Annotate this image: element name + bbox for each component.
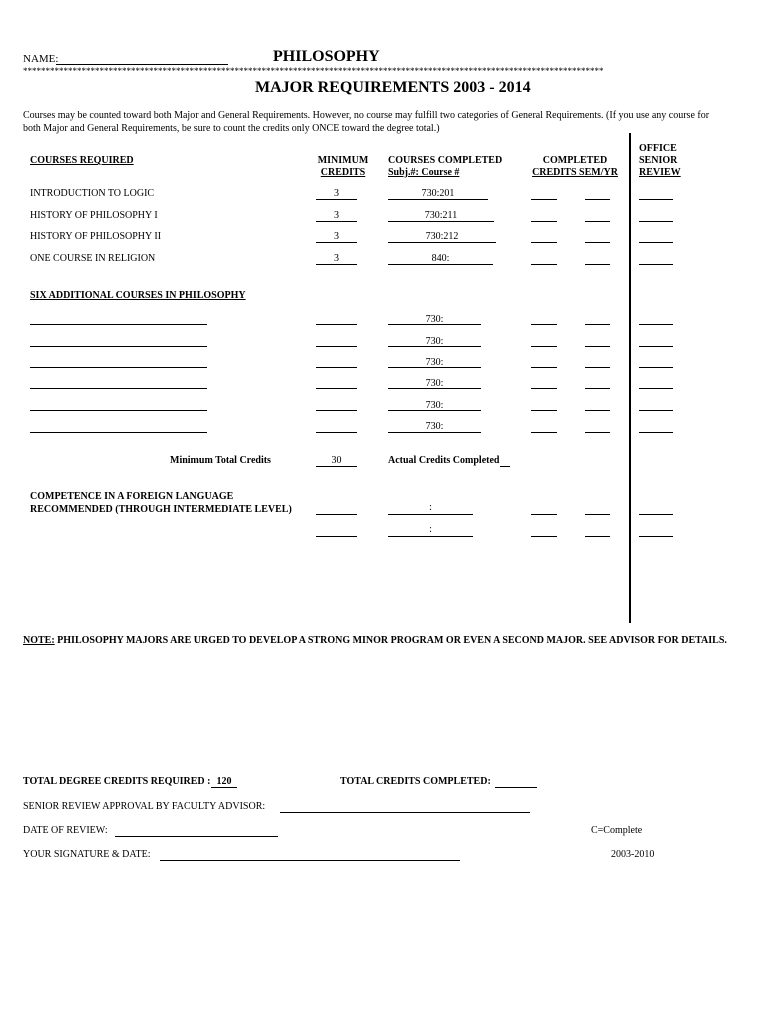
course-code: 730:	[425, 314, 444, 325]
course-code: 730:	[425, 378, 444, 389]
credits-field[interactable]	[531, 199, 557, 200]
course-name-field[interactable]	[30, 388, 207, 389]
completed-credits-field[interactable]	[531, 410, 557, 411]
course-completed-field[interactable]	[388, 536, 473, 537]
total-degree-credits-label: TOTAL DEGREE CREDITS REQUIRED :	[23, 776, 211, 787]
course-name: HISTORY OF PHILOSOPHY II	[30, 231, 162, 242]
course-code: 730:211	[424, 210, 458, 221]
completed-credits-field[interactable]	[531, 388, 557, 389]
note	[23, 635, 727, 646]
sem-yr-field[interactable]	[585, 367, 610, 368]
course-name-field[interactable]	[30, 410, 207, 411]
course-code: 840:	[431, 253, 450, 264]
course-code: 730:212	[425, 231, 459, 242]
min-credits-underline	[316, 242, 357, 243]
course-completed-field[interactable]	[388, 346, 481, 347]
header-courses-required: COURSES REQUIRED	[30, 155, 134, 166]
complete-legend: C=Complete	[591, 825, 643, 836]
intro-line-1: Courses may be counted toward both Major and General Requirements. However, no course may fulfill two categories of General Requirements. (If you use any course for	[23, 110, 710, 121]
min-total-credits-value: 30	[331, 455, 342, 466]
office-review-field[interactable]	[639, 514, 673, 515]
office-review-field[interactable]	[639, 324, 673, 325]
credits-field[interactable]	[316, 367, 357, 368]
name-field[interactable]	[56, 64, 228, 65]
credits-field[interactable]	[531, 264, 557, 265]
date-of-review-field[interactable]	[115, 836, 278, 837]
office-review-field[interactable]	[639, 346, 673, 347]
header-completed: COMPLETED	[542, 155, 608, 166]
actual-credits-field[interactable]	[500, 466, 510, 467]
course-code: 730:	[425, 421, 444, 432]
course-name: HISTORY OF PHILOSOPHY I	[30, 210, 158, 221]
language-line-1: COMPETENCE IN A FOREIGN LANGUAGE	[30, 491, 234, 502]
sem-yr-field[interactable]	[585, 199, 610, 200]
completed-credits-field[interactable]	[531, 536, 557, 537]
office-review-field[interactable]	[639, 410, 673, 411]
min-credits: 3	[334, 231, 339, 242]
min-credits-underline	[316, 199, 357, 200]
actual-credits-label: Actual Credits Completed	[388, 455, 500, 466]
course-completed-field[interactable]	[388, 324, 481, 325]
sem-yr-field[interactable]	[585, 514, 610, 515]
completed-credits-field[interactable]	[531, 324, 557, 325]
course-completed-field[interactable]	[388, 410, 481, 411]
credits-field[interactable]	[316, 432, 357, 433]
course-name-field[interactable]	[30, 346, 207, 347]
sem-yr-field[interactable]	[585, 432, 610, 433]
course-completed-field[interactable]	[388, 514, 473, 515]
total-credits-completed-field[interactable]	[495, 787, 537, 788]
course-code: 730:201	[421, 188, 455, 199]
page-title: MAJOR REQUIREMENTS 2003 - 2014	[255, 79, 531, 96]
min-credits-underline	[316, 264, 357, 265]
course-name: ONE COURSE IN RELIGION	[30, 253, 156, 264]
intro-line-2: both Major and General Requirements, be sure to count the credits only ONCE toward the degree total.)	[23, 123, 440, 134]
note-text: PHILOSOPHY MAJORS ARE URGED TO DEVELOP A STRONG MINOR PROGRAM OR EVEN A SECOND MAJOR. SEE ADVISOR FOR DETAILS.	[54, 635, 727, 646]
course-code: 730:	[425, 336, 444, 347]
total-degree-underline	[211, 787, 237, 788]
min-credits: 3	[334, 188, 339, 199]
course-code: 730:	[425, 357, 444, 368]
completed-credits-field[interactable]	[531, 432, 557, 433]
course-name-field[interactable]	[30, 324, 207, 325]
credits-field[interactable]	[316, 388, 357, 389]
office-column-divider	[629, 133, 631, 623]
language-line-2: RECOMMENDED (THROUGH INTERMEDIATE LEVEL)	[30, 504, 292, 515]
completed-credits-field[interactable]	[531, 514, 557, 515]
office-review-field[interactable]	[639, 242, 673, 243]
additional-courses-heading: SIX ADDITIONAL COURSES IN PHILOSOPHY	[30, 290, 246, 301]
course-completed-field[interactable]	[388, 367, 481, 368]
form-code: 2003-2010	[611, 849, 655, 860]
note-label: NOTE:	[23, 635, 55, 646]
signature-label: YOUR SIGNATURE & DATE:	[23, 849, 151, 860]
office-review-field[interactable]	[639, 432, 673, 433]
header-subj-course: Subj.#: Course #	[388, 167, 460, 178]
course-completed-field[interactable]	[388, 242, 496, 243]
course-name-field[interactable]	[30, 432, 207, 433]
total-degree-credits-value: 120	[216, 776, 232, 787]
min-total-credits-label: Minimum Total Credits	[170, 455, 271, 466]
course-completed-field[interactable]	[388, 388, 481, 389]
course-completed-field[interactable]	[388, 264, 493, 265]
office-review-field[interactable]	[639, 367, 673, 368]
office-review-field[interactable]	[639, 536, 673, 537]
header-courses-completed: COURSES COMPLETED	[388, 155, 503, 166]
office-review-field[interactable]	[639, 388, 673, 389]
name-label: NAME:	[23, 53, 59, 65]
sem-yr-field[interactable]	[585, 388, 610, 389]
credits-field[interactable]	[316, 324, 357, 325]
sem-yr-field[interactable]	[585, 346, 610, 347]
course-completed-field[interactable]	[388, 432, 481, 433]
completed-credits-field[interactable]	[531, 367, 557, 368]
course-completed-field[interactable]	[388, 199, 488, 200]
header-senior: SENIOR	[639, 155, 678, 166]
course-completed-field[interactable]	[388, 221, 494, 222]
min-credits-underline	[316, 221, 357, 222]
signature-field[interactable]	[160, 860, 460, 861]
header-office: OFFICE	[639, 143, 677, 154]
credits-field[interactable]	[316, 514, 357, 515]
sem-yr-field[interactable]	[585, 410, 610, 411]
sem-yr-field[interactable]	[585, 221, 610, 222]
header-credits-sem-yr: CREDITS SEM/YR	[532, 167, 618, 178]
star-divider: *********************************************************************************************************************************	[23, 66, 604, 76]
office-review-field[interactable]	[639, 199, 673, 200]
credits-field[interactable]	[531, 221, 557, 222]
office-review-field[interactable]	[639, 264, 673, 265]
credits-field[interactable]	[316, 410, 357, 411]
min-credits: 3	[334, 210, 339, 221]
senior-review-label: SENIOR REVIEW APPROVAL BY FACULTY ADVISOR:	[23, 801, 266, 812]
colon: :	[429, 524, 432, 535]
credits-field[interactable]	[531, 242, 557, 243]
sem-yr-field[interactable]	[585, 324, 610, 325]
header-minimum: MINIMUM	[317, 155, 369, 166]
header-review: REVIEW	[639, 167, 681, 178]
credits-field[interactable]	[316, 536, 357, 537]
header-credits: CREDITS	[320, 167, 366, 178]
colon: :	[429, 502, 432, 513]
total-credits-completed-label: TOTAL CREDITS COMPLETED:	[340, 776, 491, 787]
course-name-field[interactable]	[30, 367, 207, 368]
completed-credits-field[interactable]	[531, 346, 557, 347]
sem-yr-field[interactable]	[585, 264, 610, 265]
office-review-field[interactable]	[639, 221, 673, 222]
senior-review-field[interactable]	[280, 812, 530, 813]
department-title: PHILOSOPHY	[273, 48, 380, 65]
course-name: INTRODUCTION TO LOGIC	[30, 188, 155, 199]
sem-yr-field[interactable]	[585, 536, 610, 537]
sem-yr-field[interactable]	[585, 242, 610, 243]
credits-field[interactable]	[316, 346, 357, 347]
min-credits: 3	[334, 253, 339, 264]
min-total-underline	[316, 466, 357, 467]
date-of-review-label: DATE OF REVIEW:	[23, 825, 108, 836]
course-code: 730:	[425, 400, 444, 411]
